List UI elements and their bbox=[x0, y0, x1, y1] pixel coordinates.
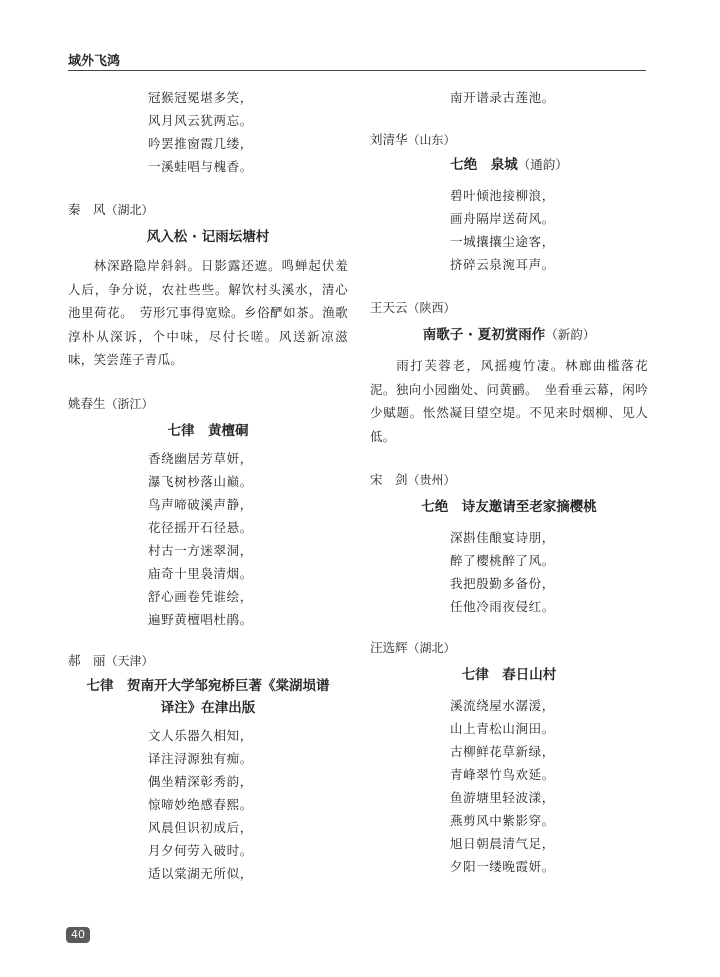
verse-line: 惊啼妙绝感春熙。 bbox=[148, 796, 253, 812]
author-line bbox=[68, 394, 348, 414]
verse-line: 挤碎云泉涴耳声。 bbox=[450, 257, 555, 272]
verse-line: 花径摇开石径悬。 bbox=[148, 519, 253, 535]
poem-title bbox=[370, 324, 648, 346]
poem-block bbox=[370, 130, 648, 276]
verse-line: 旭日朝晨清气足， bbox=[450, 836, 555, 851]
poem-verse bbox=[370, 184, 648, 276]
author-name: 郝 丽 bbox=[68, 652, 106, 668]
author-line bbox=[68, 651, 348, 671]
author-region: （陕西） bbox=[407, 301, 456, 315]
verse-line: 碧叶倾池接柳浪， bbox=[450, 188, 555, 203]
verse-line: 村古一方迷翠洞， bbox=[148, 542, 253, 558]
verse-line: 冠猴冠冕堪多笑， bbox=[148, 90, 253, 105]
page-number: 40 bbox=[66, 927, 90, 943]
verse-line: 一溪蛙唱与槐香。 bbox=[148, 159, 253, 174]
verse-line: 深斟佳酿宴诗朋， bbox=[450, 530, 555, 545]
right-column bbox=[370, 84, 648, 878]
author-name: 姚春生 bbox=[68, 395, 106, 411]
poem-title: 风入松 · 记雨坛塘村 bbox=[146, 229, 270, 245]
poem-title-sub: （新韵） bbox=[545, 327, 596, 342]
poem-verse bbox=[68, 724, 348, 885]
verse-line: 鱼游塘里轻波漾， bbox=[450, 790, 555, 805]
poem-title: 七绝 诗友邀请至老家摘樱桃 bbox=[421, 499, 597, 515]
verse-line: 燕剪风中紫影穿。 bbox=[450, 813, 555, 828]
poem-title: 七律 贺南开大学邹宛桥巨著《棠湖埙谱 bbox=[86, 677, 330, 694]
verse-line: 文人乐器久相知， bbox=[148, 727, 253, 743]
verse-line: 舒心画卷凭谁绘， bbox=[148, 588, 253, 604]
verse-line: 一城攘攘尘途客， bbox=[450, 234, 555, 249]
verse-line: 遍野黄檀唱杜鹃。 bbox=[148, 611, 253, 627]
poem-title-cont: 译注》在津出版 bbox=[160, 699, 256, 716]
verse-line: 任他冷雨夜侵红。 bbox=[450, 599, 555, 614]
verse-line: 适以棠湖无所似， bbox=[148, 865, 253, 881]
author-line bbox=[68, 200, 348, 220]
prose-text: 雨打芙蓉老，风摇瘦竹凄。林廊曲槛落花泥。独向小园幽处、问黄鹂。 坐看垂云幕，闲吟少赋题。怅然凝目望空堤。不见来时烟柳、见人低。 bbox=[370, 358, 648, 444]
poem-title: 七律 黄檀硐 bbox=[167, 422, 249, 439]
poem-prose bbox=[68, 254, 348, 372]
author-line bbox=[370, 470, 648, 490]
verse-line: 南开谱录古莲池。 bbox=[450, 90, 555, 105]
verse-line: 山上青松山涧田。 bbox=[450, 721, 555, 736]
left-column bbox=[68, 84, 348, 885]
verse-line: 庙奇十里袅清烟。 bbox=[148, 565, 253, 581]
author-name: 汪选辉 bbox=[370, 640, 408, 655]
author-region: （湖北） bbox=[105, 203, 154, 217]
verse-line: 译注浔源独有痴。 bbox=[148, 750, 253, 766]
verse-line: 我把殷勤多备份， bbox=[450, 576, 555, 591]
poem-verse bbox=[68, 447, 348, 631]
poem-block bbox=[68, 651, 348, 885]
verse-line: 吟罢推窗霞几缕， bbox=[148, 136, 253, 151]
poem-title-sub: （通韵） bbox=[517, 157, 568, 172]
author-region: （浙江） bbox=[105, 396, 154, 411]
verse-line: 月夕何劳入破时。 bbox=[148, 842, 253, 858]
verse-line: 溪流绕屋水潺湲， bbox=[450, 698, 555, 713]
verse-line: 风晨但识初成后， bbox=[148, 819, 253, 835]
author-region: （山东） bbox=[407, 133, 456, 147]
verse-line: 古柳鲜花草新绿， bbox=[450, 744, 555, 759]
author-name: 刘清华 bbox=[370, 132, 408, 147]
verse-line: 偶坐精深彰秀韵， bbox=[148, 773, 253, 789]
poem-title: 七律 春日山村 bbox=[461, 667, 557, 683]
poem-verse bbox=[370, 694, 648, 878]
author-name: 王天云 bbox=[370, 300, 408, 315]
poem-title-main: 七绝 泉城 bbox=[450, 157, 518, 173]
poem-title bbox=[370, 154, 648, 176]
verse-line: 画舟隔岸送荷风。 bbox=[450, 211, 555, 226]
poem-prose bbox=[370, 354, 648, 448]
prose-text: 林深路隐岸斜斜。日影露还遮。鸣蝉起伏羞人后，争分说，农社些些。解饮村头溪水，清心池里荷花。 劳形冗事得宽赊。乡俗酽如茶。渔歌淳朴从深诉，个中味，尽付长嗟。风送新凉滋味，笑尝莲子青瓜。 bbox=[68, 258, 348, 367]
section-header: 域外飞鸿 bbox=[68, 54, 121, 69]
poem-block bbox=[68, 200, 348, 372]
poem-block bbox=[370, 638, 648, 878]
author-line bbox=[370, 130, 648, 150]
author-name: 宋 剑 bbox=[370, 472, 408, 487]
author-region: （天津） bbox=[105, 653, 154, 668]
author-name: 秦 风 bbox=[68, 202, 106, 217]
poem-verse bbox=[370, 86, 648, 109]
poem-title-main: 南歌子 · 夏初赏雨作 bbox=[422, 327, 546, 343]
verse-line: 青峰翠竹鸟欢延。 bbox=[450, 767, 555, 782]
author-region: （湖北） bbox=[407, 641, 456, 655]
poem-block bbox=[370, 470, 648, 618]
header-rule bbox=[68, 70, 646, 71]
verse-line: 鸟声啼破溪声静， bbox=[148, 496, 253, 512]
verse-line: 醉了樱桃醉了风。 bbox=[450, 553, 555, 568]
verse-line: 夕阳一缕晚霞妍。 bbox=[450, 859, 555, 874]
poem-verse bbox=[370, 526, 648, 618]
poem-block bbox=[370, 298, 648, 448]
author-region: （贵州） bbox=[407, 473, 456, 487]
poem-block bbox=[68, 394, 348, 631]
verse-line: 香绕幽居芳草妍， bbox=[148, 450, 253, 466]
poem-verse bbox=[68, 86, 348, 178]
author-line bbox=[370, 298, 648, 318]
verse-line: 风月风云犹两忘。 bbox=[148, 113, 253, 128]
verse-line: 瀑飞树杪落山巅。 bbox=[148, 473, 253, 489]
author-line bbox=[370, 638, 648, 658]
